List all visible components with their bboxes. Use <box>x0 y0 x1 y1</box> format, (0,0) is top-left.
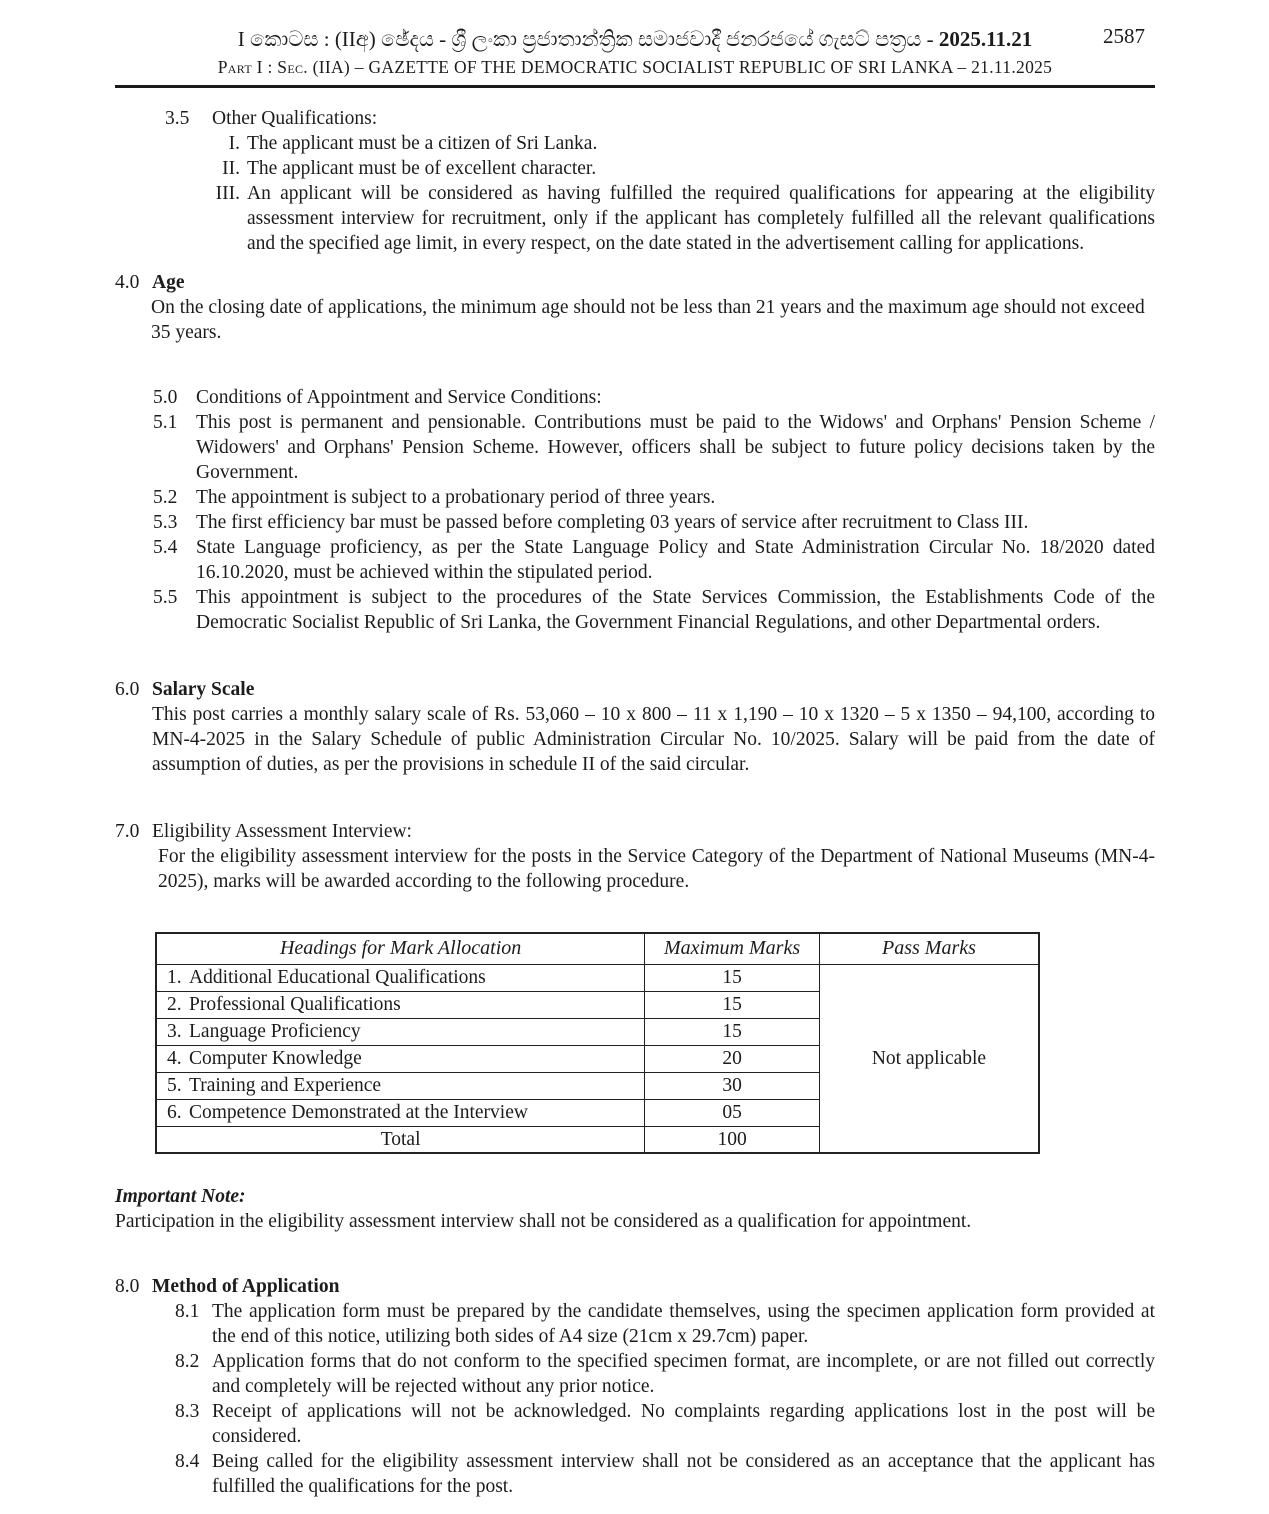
row-label: Training and Experience <box>189 1075 382 1096</box>
list-item-numeral: III. <box>215 183 240 204</box>
clause-number: 5.3 <box>153 512 178 533</box>
clause-text: Application forms that do not conform to the specified specimen format, are incomplete, or are not filled out correctly and completely will be rejected without any prior notice. <box>212 1351 1155 1397</box>
list-item-text: The applicant must be a citizen of Sri Lanka. <box>247 133 598 154</box>
total-label-cell: Total <box>156 1126 645 1153</box>
section-title: Method of Application <box>152 1276 340 1297</box>
section-number: 6.0 <box>115 679 140 700</box>
row-number: 3. <box>167 1021 182 1042</box>
table-row <box>156 964 1039 991</box>
clause-number: 8.2 <box>175 1351 200 1372</box>
clause-5-1 <box>153 410 1155 485</box>
clause-8-2 <box>175 1349 1155 1399</box>
section-7-0 <box>115 819 1155 894</box>
header-sinhala-line <box>115 26 1155 52</box>
section-4-0-heading <box>115 270 1155 295</box>
section-6-0 <box>115 677 1155 777</box>
section-6-0-heading <box>115 677 1155 702</box>
section-number: 5.0 <box>153 387 178 408</box>
section-3-5-heading <box>165 106 1155 131</box>
max-marks-cell: 15 <box>645 1018 820 1045</box>
clause-number: 5.1 <box>153 412 178 433</box>
mark-allocation-table <box>155 932 1040 1154</box>
clause-text: The appointment is subject to a probationary period of three years. <box>196 487 716 508</box>
important-note <box>115 1184 1155 1234</box>
clause-number: 8.4 <box>175 1451 200 1472</box>
clause-text: The first efficiency bar must be passed before completing 03 years of service after recruitment to Class III. <box>196 512 1029 533</box>
section-title: Age <box>152 272 185 293</box>
clause-number: 8.1 <box>175 1301 200 1322</box>
table-header-row <box>156 933 1039 964</box>
pass-marks-cell: Not applicable <box>819 964 1039 1153</box>
column-header-maximum-marks: Maximum Marks <box>645 933 820 964</box>
row-number: 6. <box>167 1102 182 1123</box>
max-marks-cell: 20 <box>645 1045 820 1072</box>
clause-text: The application form must be prepared by the candidate themselves, using the specimen application form provided at the end of this notice, utilizing both sides of A4 size (21cm x 29.7cm) paper. <box>212 1301 1155 1347</box>
row-label: Additional Educational Qualifications <box>189 967 486 988</box>
section-8-0-heading <box>115 1274 1155 1299</box>
list-item <box>165 156 1155 181</box>
clause-number: 5.5 <box>153 587 178 608</box>
section-3-5 <box>165 106 1155 256</box>
clause-text: Receipt of applications will not be acknowledged. No complaints regarding applications lost in the post will be considered. <box>212 1401 1155 1447</box>
max-marks-cell: 15 <box>645 964 820 991</box>
row-number: 5. <box>167 1075 182 1096</box>
row-label: Competence Demonstrated at the Interview <box>189 1102 528 1123</box>
list-item-numeral: II. <box>222 158 240 179</box>
row-label-cell <box>156 1018 645 1045</box>
clause-5-2 <box>153 485 1155 510</box>
section-5-0 <box>153 385 1155 635</box>
clause-number: 5.4 <box>153 537 178 558</box>
important-note-title: Important Note: <box>115 1186 246 1207</box>
page-header <box>115 0 1155 88</box>
section-8-0 <box>115 1274 1155 1499</box>
row-label: Computer Knowledge <box>189 1048 362 1069</box>
list-item-text: An applicant will be considered as having fulfilled the required qualifications for appearing at the eligibility assessment interview for recruitment, only if the applicant has completely fulfilled all the relevant qualifications and the specified age limit, in every respect, on the date stated in the advertisement calling for applications. <box>247 183 1155 254</box>
section-number: 7.0 <box>115 821 140 842</box>
list-item <box>165 181 1155 256</box>
row-number: 1. <box>167 967 182 988</box>
total-value-cell: 100 <box>645 1126 820 1153</box>
clause-5-3 <box>153 510 1155 535</box>
header-sinhala-date: 2025.11.21 <box>938 27 1033 51</box>
row-label-cell <box>156 964 645 991</box>
clause-8-3 <box>175 1399 1155 1449</box>
row-label-cell <box>156 1072 645 1099</box>
max-marks-cell: 05 <box>645 1099 820 1126</box>
section-5-0-heading <box>153 385 1155 410</box>
section-number: 4.0 <box>115 272 140 293</box>
section-number: 3.5 <box>165 108 190 129</box>
section-4-0 <box>115 270 1155 345</box>
list-item <box>165 131 1155 156</box>
header-sinhala-text: I කොටස : (IIඅ) ඡේදය - ශ්‍රී ලංකා ප්‍රජාතාන්ත්‍රික සමාජවාදී ජනරජයේ ගැසට් පත්‍රය - <box>237 27 934 51</box>
row-label-cell <box>156 1045 645 1072</box>
section-6-0-body: This post carries a monthly salary scale of Rs. 53,060 – 10 x 800 – 11 x 1,190 – 10 x 1320 – 5 x 1350 – 94,100, according to MN-4-2025 in the Salary Schedule of public Administration Circular No. 10/2025. Salary will be paid from the date of assumption of duties, as per the provisions in schedule II of the said circular. <box>152 704 1155 775</box>
page-content <box>115 0 1155 1499</box>
section-title: Salary Scale <box>152 679 255 700</box>
clause-text: Being called for the eligibility assessment interview shall not be considered as an acceptance that the applicant has fulfilled the qualifications for the post. <box>212 1451 1155 1497</box>
row-label-cell <box>156 991 645 1018</box>
section-title: Conditions of Appointment and Service Conditions: <box>196 387 602 408</box>
section-4-0-body: On the closing date of applications, the minimum age should not be less than 21 years and the maximum age should not exceed 35 years. <box>151 297 1145 343</box>
clause-5-5 <box>153 585 1155 635</box>
list-item-numeral: I. <box>228 133 240 154</box>
page-number: 2587 <box>1103 24 1145 48</box>
clause-number: 8.3 <box>175 1401 200 1422</box>
clause-text: This appointment is subject to the procedures of the State Services Commission, the Establishments Code of the Democratic Socialist Republic of Sri Lanka, the Government Financial Regulations, and other Departmental orders. <box>196 587 1155 633</box>
section-7-0-body: For the eligibility assessment interview for the posts in the Service Category of the Department of National Museums (MN-4-2025), marks will be awarded according to the following procedure. <box>158 846 1155 892</box>
section-7-0-heading <box>115 819 1155 844</box>
important-note-body: Participation in the eligibility assessment interview shall not be considered as a qualification for appointment. <box>115 1211 972 1232</box>
section-8-0-items <box>175 1299 1155 1499</box>
section-title: Eligibility Assessment Interview: <box>152 821 412 842</box>
row-number: 2. <box>167 994 182 1015</box>
row-label: Professional Qualifications <box>189 994 401 1015</box>
clause-text: State Language proficiency, as per the State Language Policy and State Administration Circular No. 18/2020 dated 16.10.2020, must be achieved within the stipulated period. <box>196 537 1155 583</box>
clause-8-4 <box>175 1449 1155 1499</box>
list-item-text: The applicant must be of excellent character. <box>247 158 597 179</box>
clause-5-4 <box>153 535 1155 585</box>
section-title: Other Qualifications: <box>212 108 378 129</box>
section-number: 8.0 <box>115 1276 140 1297</box>
row-number: 4. <box>167 1048 182 1069</box>
header-divider <box>115 85 1155 88</box>
header-english-line: Part I : Sec. (IIA) – GAZETTE OF THE DEMOCRATIC SOCIALIST REPUBLIC OF SRI LANKA – 21.11.2025 <box>217 57 1053 77</box>
column-header-headings: Headings for Mark Allocation <box>156 933 645 964</box>
clause-8-1 <box>175 1299 1155 1349</box>
column-header-pass-marks: Pass Marks <box>819 933 1039 964</box>
clause-text: This post is permanent and pensionable. Contributions must be paid to the Widows' and Orphans' Pension Scheme / Widowers' and Orphans' Pension Scheme. However, officers shall be subject to future policy decisions taken by the Government. <box>196 412 1155 483</box>
max-marks-cell: 30 <box>645 1072 820 1099</box>
max-marks-cell: 15 <box>645 991 820 1018</box>
clause-number: 5.2 <box>153 487 178 508</box>
row-label-cell <box>156 1099 645 1126</box>
row-label: Language Proficiency <box>189 1021 361 1042</box>
